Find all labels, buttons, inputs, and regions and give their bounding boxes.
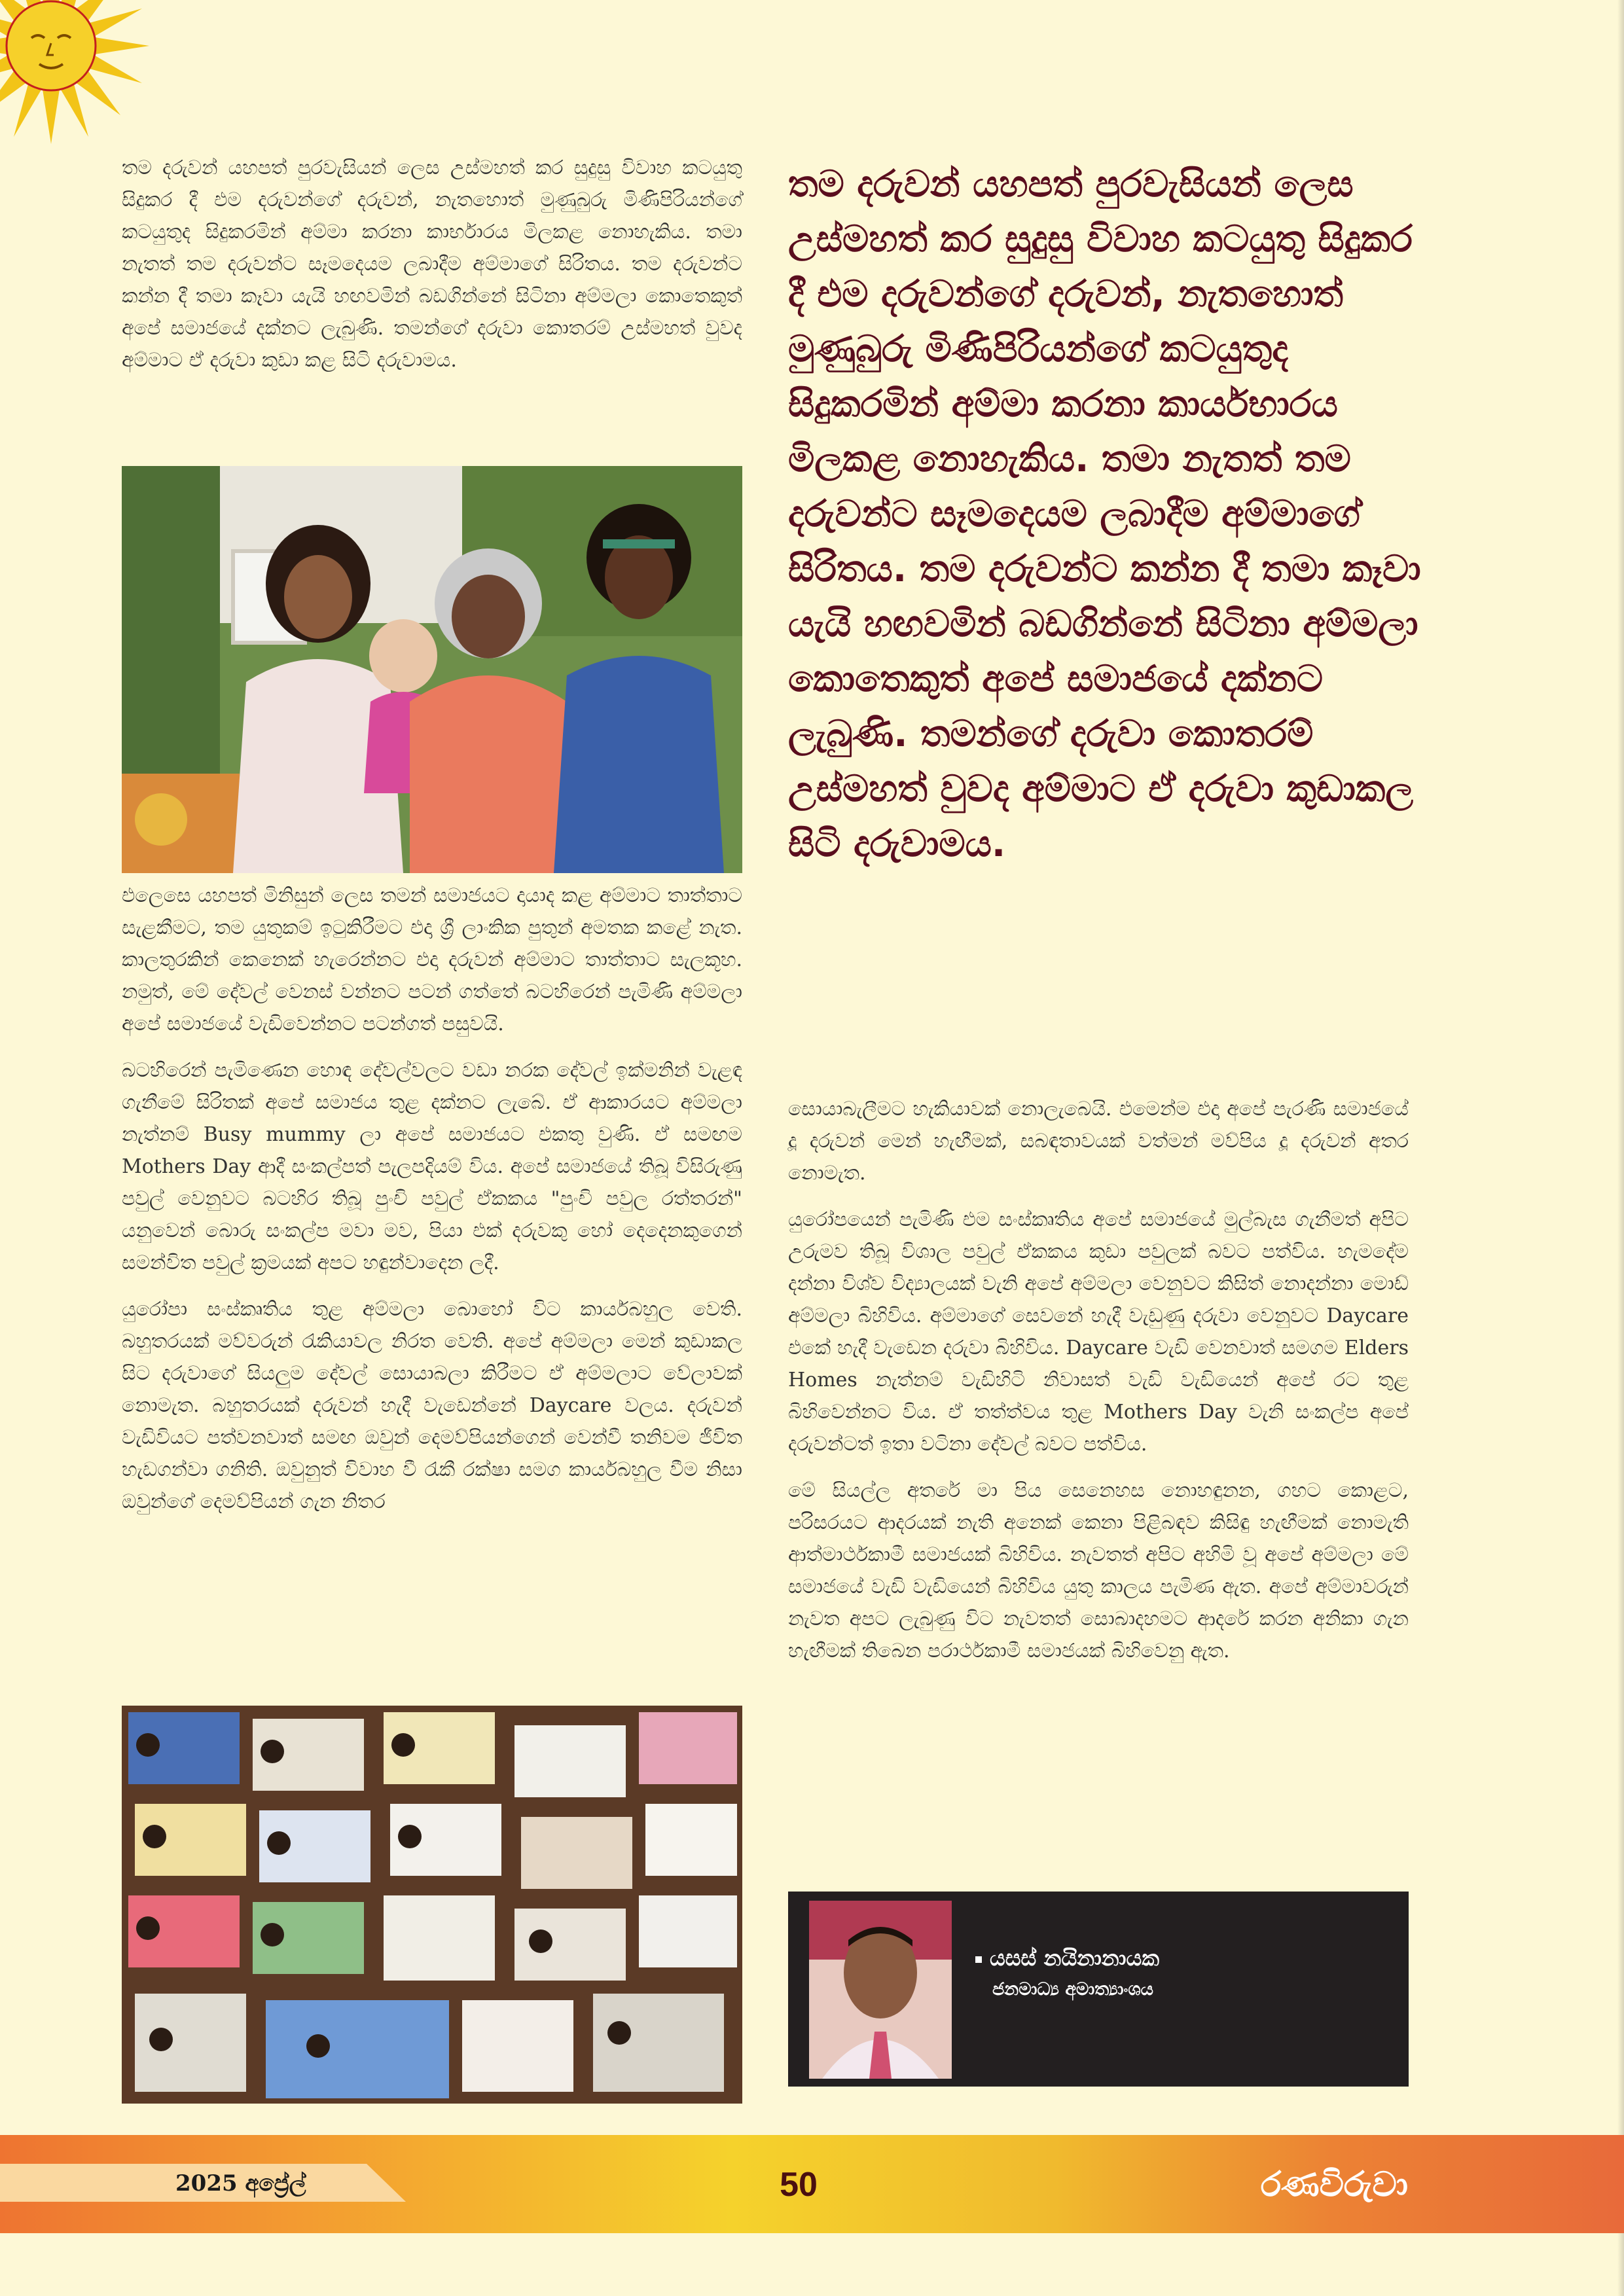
family-photo <box>122 466 742 873</box>
article-paragraph: සොයාබැලීමට හැකියාවක් නොලැබෙයි. එමෙන්ම එදා අපේ පැරණි සමාජයේ දූ දරුවන් මෙන් හැඟීමක්, සබඳතාවයක් වත්මන් මව්පිය දූ දරුවන් අතර නොමැත. <box>788 1098 1409 1185</box>
left-column-middle <box>122 880 742 1532</box>
article-paragraph: මේ සියල්ල අතරේ මා පිය සෙනෙහස නොහඳුනන, ගහට කොළට, පරිසරයට ආදරයක් නැති අනෙක් කෙනා පිළිබඳව කිසිඳු හැඟීමක් නොමැති ආත්මාර්ථකාමී සමාජයක් බිහිවිය. නැවතත් අපිට අහිමි වූ අපේ අම්මලා මේ සමාජයේ වැඩි වැඩියෙන් බිහිවිය යුතු කාලය පැමිණ ඇත. අපේ අම්මාවරුන් නැවත අපට ලැබුණු විට නැවතත් සොබාදහමට ආදරේ කරන අනිකා ගැන හැඟීමක් තිබෙන පරාර්ථකාමී සමාජයක් බිහිවෙනු ඇත. <box>788 1479 1409 1662</box>
left-column-top <box>122 152 742 391</box>
right-column <box>788 1093 1409 1681</box>
author-name <box>975 1945 1159 1971</box>
page-edge-shadow <box>1617 0 1624 2296</box>
article-paragraph: එලෙසෙ යහපත් මිනිසුන් ලෙස තමන් සමාජයට දායාද කළ අම්මාට තාත්තාට සැළකීමට, තම යුතුකම් ඉටුකිරීමට එදා ශ්‍රී ලාංකික පුතුන් අමතක කළේ නැත. කාලතුරකින් කෙනෙක් හැරෙන්නට එදා දරුවන් අම්මාට තාත්තාට සැලකූහ. නමුත්, මේ දේවල් වෙනස් වන්නට පටන් ගත්තේ බටහිරෙන් පැමිණි අම්මලා අපේ සමාජයේ වැඩිවෙන්නට පටන්ගත් පසුවයි. <box>122 884 742 1035</box>
author-portrait <box>809 1901 952 2079</box>
magazine-name: රණවිරුවා <box>1260 2165 1408 2204</box>
pull-quote: තම දරුවන් යහපත් පුරවැසියන් ලෙස උස්මහත් කර සුදුසු විවාහ කටයුතු සිදුකර දී එම දරුවන්ගේ දරුවන්, නැතහොත් මුණුබුරු මිණිපිරියන්ගේ කටයුතුද සිදුකරමින් අම්මා කරනා කාර්යභාරය මිලකළ නොහැකිය. තමා නැතත් තම දරුවන්ට සෑමදෙයම ලබාදීම අම්මාගේ සිරිතය. තම දරුවන්ට කන්න දී තමා කෑවා යැයි හඟවමින් බඩගින්නේ සිටිනා අම්මලා කොතෙකුත් අපේ සමාජයේ දක්නට ලැබුණි. තමන්ගේ දරුවා කොතරම් උස්මහත් වුවද අම්මාට ඒ දරුවා කුඩාකල සිටි දරුවාමය. <box>788 163 1421 865</box>
issue-date: 2025 අප්‍රේල් <box>175 2170 306 2197</box>
article-paragraph: බටහිරෙන් පැමිණෙන හොඳ දේවල්වලට වඩා නරක දේවල් ඉක්මනින් වැළඳ ගැනීමේ සිරිතක් අපේ සමාජය තුළ දක්නට ලැබේ. ඒ ආකාරයට අම්මලා නැත්නම් Busy mummy ලා අපේ සමාජයට එකතු වුණි. ඒ සමඟම Mothers Day ආදී සංකල්පත් පැලපදියම් විය. අපේ සමාජයේ තිබූ විසිරුණු පවුල් වෙනුවට බටහිර තිබූ පුංචි පවුල් ඒකකය "පුංචි පවුල රත්තරන්" යනුවෙන් බොරු සංකල්ප මවා මව, පියා එක් දරුවකු හෝ දෙදෙනකුගෙන් සමන්විත පවුල් ක්‍රමයක් අපට හඳුන්වාදෙන ලදී. <box>122 1059 742 1274</box>
sun-logo-icon <box>0 0 177 170</box>
article-paragraph: යුරෝපා සංස්කෘතිය තුළ අම්මලා බොහෝ විට කාර්යබහුල වෙති. බහුතරයක් මව්වරුන් රැකියාවල නිරත වෙති. අපේ අම්මලා මෙන් කුඩාකල සිට දරුවාගේ සියලුම දේවල් සොයාබලා කිරීමට ඒ අම්මලාට වේලාවක් නොමැත. බහුතරයක් දරුවන් හැදී වැඩෙන්නේ Daycare වලය. දරුවන් වැඩිවියට පත්වනවාත් සමඟ ඔවුන් දෙමව්පියන්ගෙන් වෙන්වී තනිවම ජීවිත හැඩගන්වා ගනිති. ඔවුනුත් විවාහ වී රැකී රක්ෂා සමග කාර්යබහුල වීම නිසා ඔවුන්ගේ දෙමව්පියන් ගැන නිතර <box>122 1298 742 1513</box>
author-role: ජනමාධ්‍ය අමාත්‍යාංශය <box>992 1979 1154 2000</box>
article-paragraph: තම දරුවන් යහපත් පුරවැසියන් ලෙස උස්මහත් කර සුදුසු විවාහ කටයුතු සිදුකර දී එම දරුවන්ගේ දරුවන්, නැතහොත් මුණුබුරු මිණිපිරියන්ගේ කටයුතුද සිදුකරමින් අම්මා කරනා කාර්භාරය මිලකළ නොහැකිය. තමා නැතත් තම දරුවන්ට සෑමදෙයම ලබාදීම අම්මාගේ සිරිතය. තම දරුවන්ට කන්න දී තමා කෑවා යැයි හඟවමින් බඩගින්නේ සිටිනා අම්මලා කොතෙකුත් අපේ සමාජයේ දක්නට ලැබුණි. තමන්ගේ දරුවා කොතරම් උස්මහත් වුවද අම්මාට ඒ දරුවා කුඩා කළ සිටි දරුවාමය. <box>122 156 742 372</box>
author-box <box>788 1892 1409 2087</box>
author-name-text: යසස් නයිනානායක <box>990 1945 1160 1971</box>
page-number: 50 <box>780 2166 818 2204</box>
bullet-icon <box>975 1956 982 1963</box>
article-paragraph: යුරෝපයෙන් පැමිණි එම සංස්කෘතිය අපේ සමාජයේ මුල්බැස ගැනීමත් අපිට උරුමව තිබූ විශාල පවුල් ඒකකය කුඩා පවුලක් බවට පත්විය. හැමදේම දන්නා විශ්ව විද්‍යාලයක් වැනි අපේ අම්මලා වෙනුවට කිසිත් නොදන්නා මොඩ් අම්මලා බිහිවිය. අම්මාගේ සෙවනේ හැදී වැඩුණු දරුවා වෙනුවට Daycare එකේ හැදී වැඩෙන දරුවා බිහිවිය. Daycare වැඩි වෙනවාත් සමගම Elders Homes නැත්නම් වැඩිහිටි නිවාසත් වැඩි වැඩියෙන් අපේ රට තුළ බිහිවෙන්නට විය. ඒ තත්ත්වය තුළ Mothers Day වැනි සංකල්ප අපේ දරුවන්ටත් ඉතා වටිනා දේවල් බවට පත්විය. <box>788 1208 1409 1456</box>
daycare-photo <box>122 1706 742 2104</box>
